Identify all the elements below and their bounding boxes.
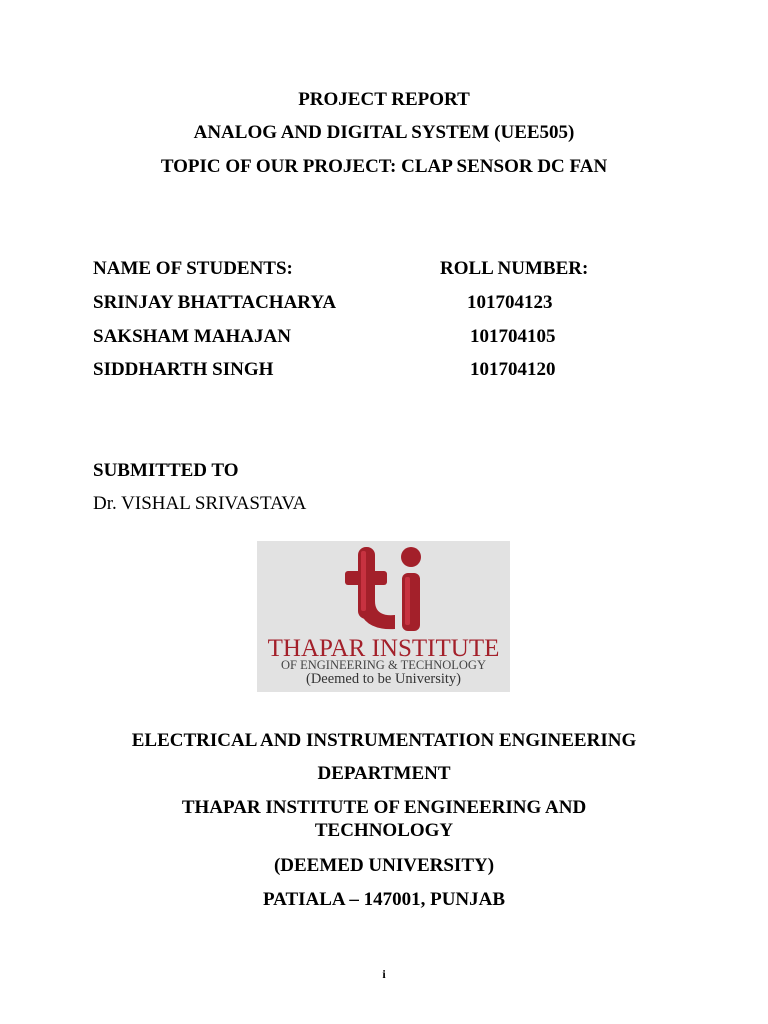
address: PATIALA – 147001, PUNJAB xyxy=(262,889,506,910)
page-number: i xyxy=(382,967,386,981)
student-roll: 101704120 xyxy=(470,359,556,380)
project-topic: TOPIC OF OUR PROJECT: CLAP SENSOR DC FAN xyxy=(160,156,608,177)
logo-institute-name: THAPAR INSTITUTE xyxy=(267,635,500,662)
student-name: SRINJAY BHATTACHARYA xyxy=(93,292,337,313)
university-status: (DEEMED UNIVERSITY) xyxy=(273,855,495,876)
submitted-to-label: SUBMITTED TO xyxy=(93,460,239,481)
student-name: SIDDHARTH SINGH xyxy=(93,359,274,380)
department-line1: ELECTRICAL AND INSTRUMENTATION ENGINEERING xyxy=(131,730,637,751)
institute-line2: TECHNOLOGY xyxy=(314,820,454,841)
institute-line1: THAPAR INSTITUTE OF ENGINEERING AND xyxy=(181,797,587,818)
logo-subtitle: OF ENGINEERING & TECHNOLOGY xyxy=(281,658,486,672)
supervisor-name: Dr. VISHAL SRIVASTAVA xyxy=(93,493,307,514)
student-roll: 101704123 xyxy=(467,292,553,313)
institute-logo xyxy=(257,541,510,692)
course-title: ANALOG AND DIGITAL SYSTEM (UEE505) xyxy=(193,122,575,143)
students-name-header: NAME OF STUDENTS: xyxy=(93,258,293,279)
logo-status: (Deemed to be University) xyxy=(305,671,462,687)
report-title: PROJECT REPORT xyxy=(298,89,470,110)
department-line2: DEPARTMENT xyxy=(317,763,451,784)
student-roll: 101704105 xyxy=(470,326,556,347)
student-name: SAKSHAM MAHAJAN xyxy=(93,326,291,347)
students-roll-header: ROLL NUMBER: xyxy=(440,258,589,279)
